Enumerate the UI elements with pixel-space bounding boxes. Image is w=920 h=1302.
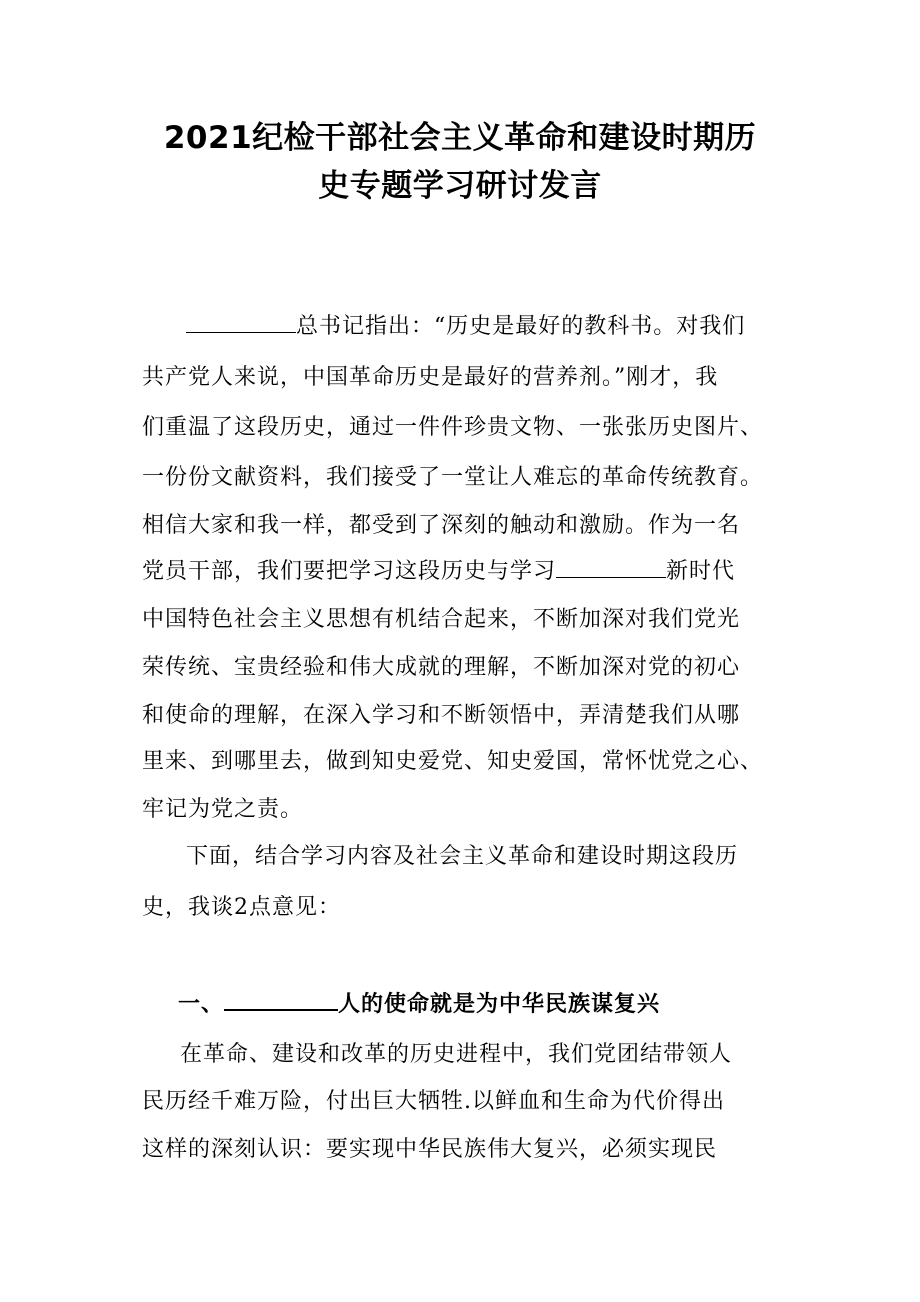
paragraph-1-line-8: 荣传统、宝贵经验和伟大成就的理解，不断加深对党的初心: [142, 655, 741, 680]
paragraph-3-line-1: 在革命、建设和改革的历史进程中，我们党团结带领人: [180, 1042, 733, 1067]
paragraph-1-line-6-after: 新时代: [666, 559, 736, 584]
redacted-blank: [186, 312, 296, 333]
paragraph-1-line-6: [142, 557, 782, 587]
paragraph-1-line-6-before: 党员干部，我们要把学习这段历史与学习: [142, 559, 557, 584]
paragraph-1-line-2: 共产党人来说，中国革命历史是最好的营养剂。”刚才，我: [142, 365, 719, 390]
section-1-heading-suffix: 人的使命就是为中华民族谋复兴: [338, 992, 661, 1017]
paragraph-1-line-5: 相信大家和我一样，都受到了深刻的触动和激励。作为一名: [142, 513, 741, 538]
document-title-line-1: 2021纪检干部社会主义革命和建设时期历: [163, 120, 757, 156]
document-title-line-2: 史专题学习研讨发言: [318, 168, 602, 204]
paragraph-2-line-1: 下面，结合学习内容及社会主义革命和建设时期这段历: [186, 844, 739, 869]
paragraph-1-line-1: [186, 312, 826, 342]
redacted-blank: [556, 557, 666, 578]
paragraph-1-line-11: 牢记为党之责。: [142, 797, 304, 822]
paragraph-2-line-2: 史，我谈2点意见：: [142, 895, 341, 920]
paragraph-1-line-7: 中国特色社会主义思想有机结合起来，不断加深对我们党光: [142, 607, 741, 632]
paragraph-1-line-1-text: 总书记指出：“历史是最好的教科书。对我们: [296, 314, 746, 339]
section-1-heading: [178, 989, 660, 1020]
paragraph-1-line-3: 们重温了这段历史，通过一件件珍贵文物、一张张历史图片、: [142, 415, 764, 440]
section-1-heading-prefix: 一、: [178, 992, 225, 1017]
paragraph-3-line-3: 这样的深刻认识：要实现中华民族伟大复兴，必须实现民: [142, 1137, 718, 1162]
paragraph-3-line-2: 民历经千难万险，付出巨大牺牲.以鲜血和生命为代价得出: [142, 1089, 725, 1114]
paragraph-1-line-10: 里来、到哪里去，做到知史爱党、知史爱国，常怀忧党之心、: [142, 749, 764, 774]
redacted-blank: [224, 989, 338, 1011]
paragraph-1-line-4: 一份份文献资料，我们接受了一堂让人难忘的革命传统教育。: [142, 465, 764, 490]
paragraph-1-line-9: 和使命的理解，在深入学习和不断领悟中，弄清楚我们从哪: [142, 703, 741, 728]
